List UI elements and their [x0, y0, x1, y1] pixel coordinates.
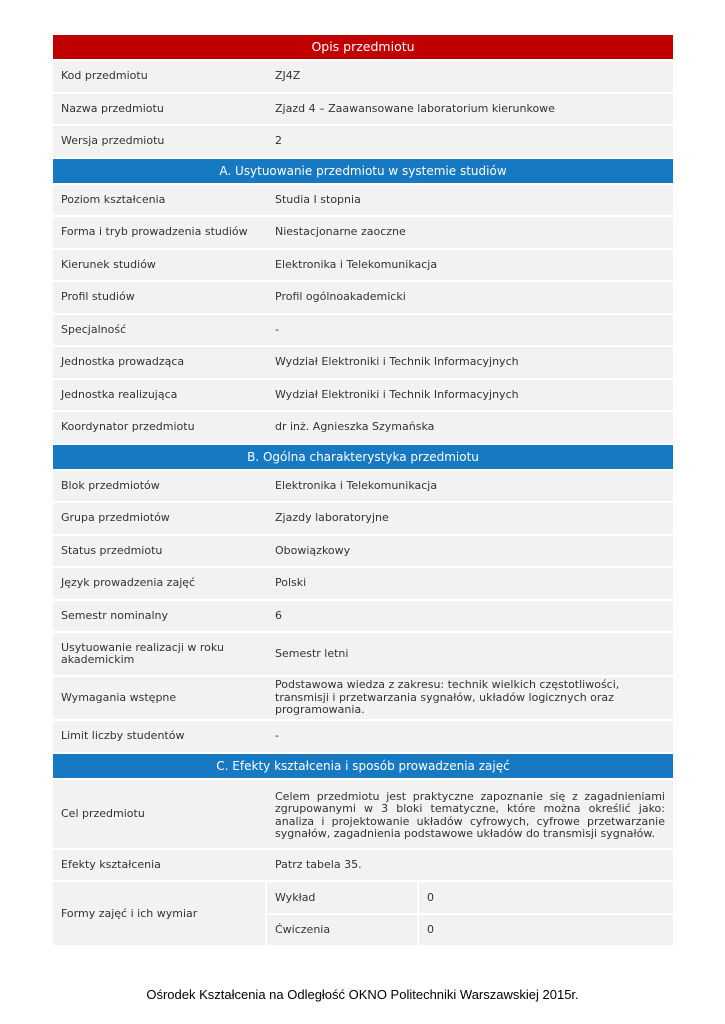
table-row: [53, 850, 673, 881]
row-value: Wydział Elektroniki i Technik Informacyjnych: [275, 355, 519, 368]
row-value: Niestacjonarne zaoczne: [275, 225, 406, 238]
row-value: Wydział Elektroniki i Technik Informacyjnych: [275, 387, 519, 401]
table-row: [53, 882, 673, 945]
row-value: Obowiązkowy: [275, 543, 351, 557]
class-form-name: Wykład: [267, 882, 417, 913]
row-label: Specjalność: [61, 322, 127, 336]
table-row: [53, 126, 673, 157]
page-footer: Ośrodek Kształcenia na Odległość OKNO Politechniki Warszawskiej 2015r.: [146, 987, 579, 1002]
row-label: Limit liczby studentów: [61, 729, 185, 743]
class-form-row: [267, 915, 673, 946]
table-row: [53, 94, 673, 125]
table-row: [53, 677, 673, 719]
row-value: Semestr letni: [275, 646, 349, 660]
row-label: Cel przedmiotu: [61, 806, 145, 820]
row-label: Semestr nominalny: [61, 608, 169, 622]
table-row: [53, 536, 673, 567]
table-row: [53, 633, 673, 675]
row-label: Wersja przedmiotu: [61, 134, 165, 148]
row-value: Celem przedmiotu jest praktyczne zapoznanie się z zagadnieniami zgrupowanymi w 3 bloki tematyczne, które można określić jako: analiza i projektowanie układów cyfrowych, cyfrowe przetwarzanie sygnałów, zagadnienia podstawowe układów do transmisji sygnałów.: [275, 789, 665, 840]
row-label: Status przedmiotu: [61, 543, 163, 557]
row-value: ZJ4Z: [275, 69, 301, 82]
row-value: Profil ogólnoakademicki: [275, 290, 406, 303]
row-value: Polski: [275, 576, 307, 589]
row-value: Zjazd 4 – Zaawansowane laboratorium kierunkowe: [275, 101, 555, 115]
row-value: dr inż. Agnieszka Szymańska: [275, 420, 435, 433]
row-label: Wymagania wstępne: [61, 691, 177, 704]
page-title: Opis przedmiotu: [53, 35, 673, 59]
table-row: [53, 601, 673, 632]
section-a-header: A. Usytuowanie przedmiotu w systemie studiów: [53, 159, 673, 183]
table-row: [53, 568, 673, 599]
section-b-header: B. Ogólna charakterystyka przedmiotu: [53, 445, 673, 469]
table-row: [53, 780, 673, 848]
row-label: Kierunek studiów: [61, 257, 156, 271]
table-row: [53, 61, 673, 92]
table-row: [53, 503, 673, 534]
table-row: [53, 217, 673, 248]
row-label: Koordynator przedmiotu: [61, 420, 195, 434]
row-value: -: [275, 729, 279, 742]
class-forms-table: [267, 882, 673, 945]
row-label: Grupa przedmiotów: [61, 511, 170, 525]
row-label: Forma i tryb prowadzenia studiów: [61, 225, 248, 239]
section-c-header: C. Efekty kształcenia i sposób prowadzenia zajęć: [53, 754, 673, 778]
row-label: Usytuowanie realizacji w roku akademickim: [61, 641, 224, 666]
table-row: [53, 185, 673, 216]
row-label: Formy zajęć i ich wymiar: [53, 882, 265, 945]
row-value: Elektronika i Telekomunikacja: [275, 257, 438, 271]
row-label: Poziom kształcenia: [61, 192, 166, 206]
table-row: [53, 471, 673, 502]
course-description-table: [53, 35, 673, 947]
row-label: Profil studiów: [61, 290, 135, 304]
class-form-row: [267, 882, 673, 913]
row-value: Elektronika i Telekomunikacja: [275, 478, 438, 492]
table-row: [53, 347, 673, 378]
row-value: Podstawowa wiedza z zakresu: technik wielkich częstotliwości, transmisji i przetwarzania sygnałów, układów logicznych oraz programowania.: [275, 678, 620, 717]
row-value: Patrz tabela 35.: [275, 857, 362, 871]
row-label: Kod przedmiotu: [61, 69, 148, 83]
row-value: 2: [275, 134, 282, 147]
row-label: Jednostka prowadząca: [61, 355, 185, 369]
row-label: Jednostka realizująca: [61, 387, 178, 401]
class-form-name: Ćwiczenia: [267, 915, 417, 946]
row-label: Efekty kształcenia: [61, 857, 161, 871]
row-label: Blok przedmiotów: [61, 478, 160, 492]
class-form-hours: 0: [419, 915, 673, 946]
row-label: Nazwa przedmiotu: [61, 101, 164, 115]
table-row: [53, 721, 673, 752]
class-form-hours: 0: [419, 882, 673, 913]
row-label: Język prowadzenia zajęć: [61, 576, 196, 590]
table-row: [53, 412, 673, 443]
row-value: Zjazdy laboratoryjne: [275, 511, 389, 524]
table-row: [53, 315, 673, 346]
table-row: [53, 282, 673, 313]
table-row: [53, 380, 673, 411]
row-value: -: [275, 322, 279, 336]
table-row: [53, 250, 673, 281]
row-value: Studia I stopnia: [275, 192, 361, 206]
row-value: 6: [275, 608, 282, 622]
